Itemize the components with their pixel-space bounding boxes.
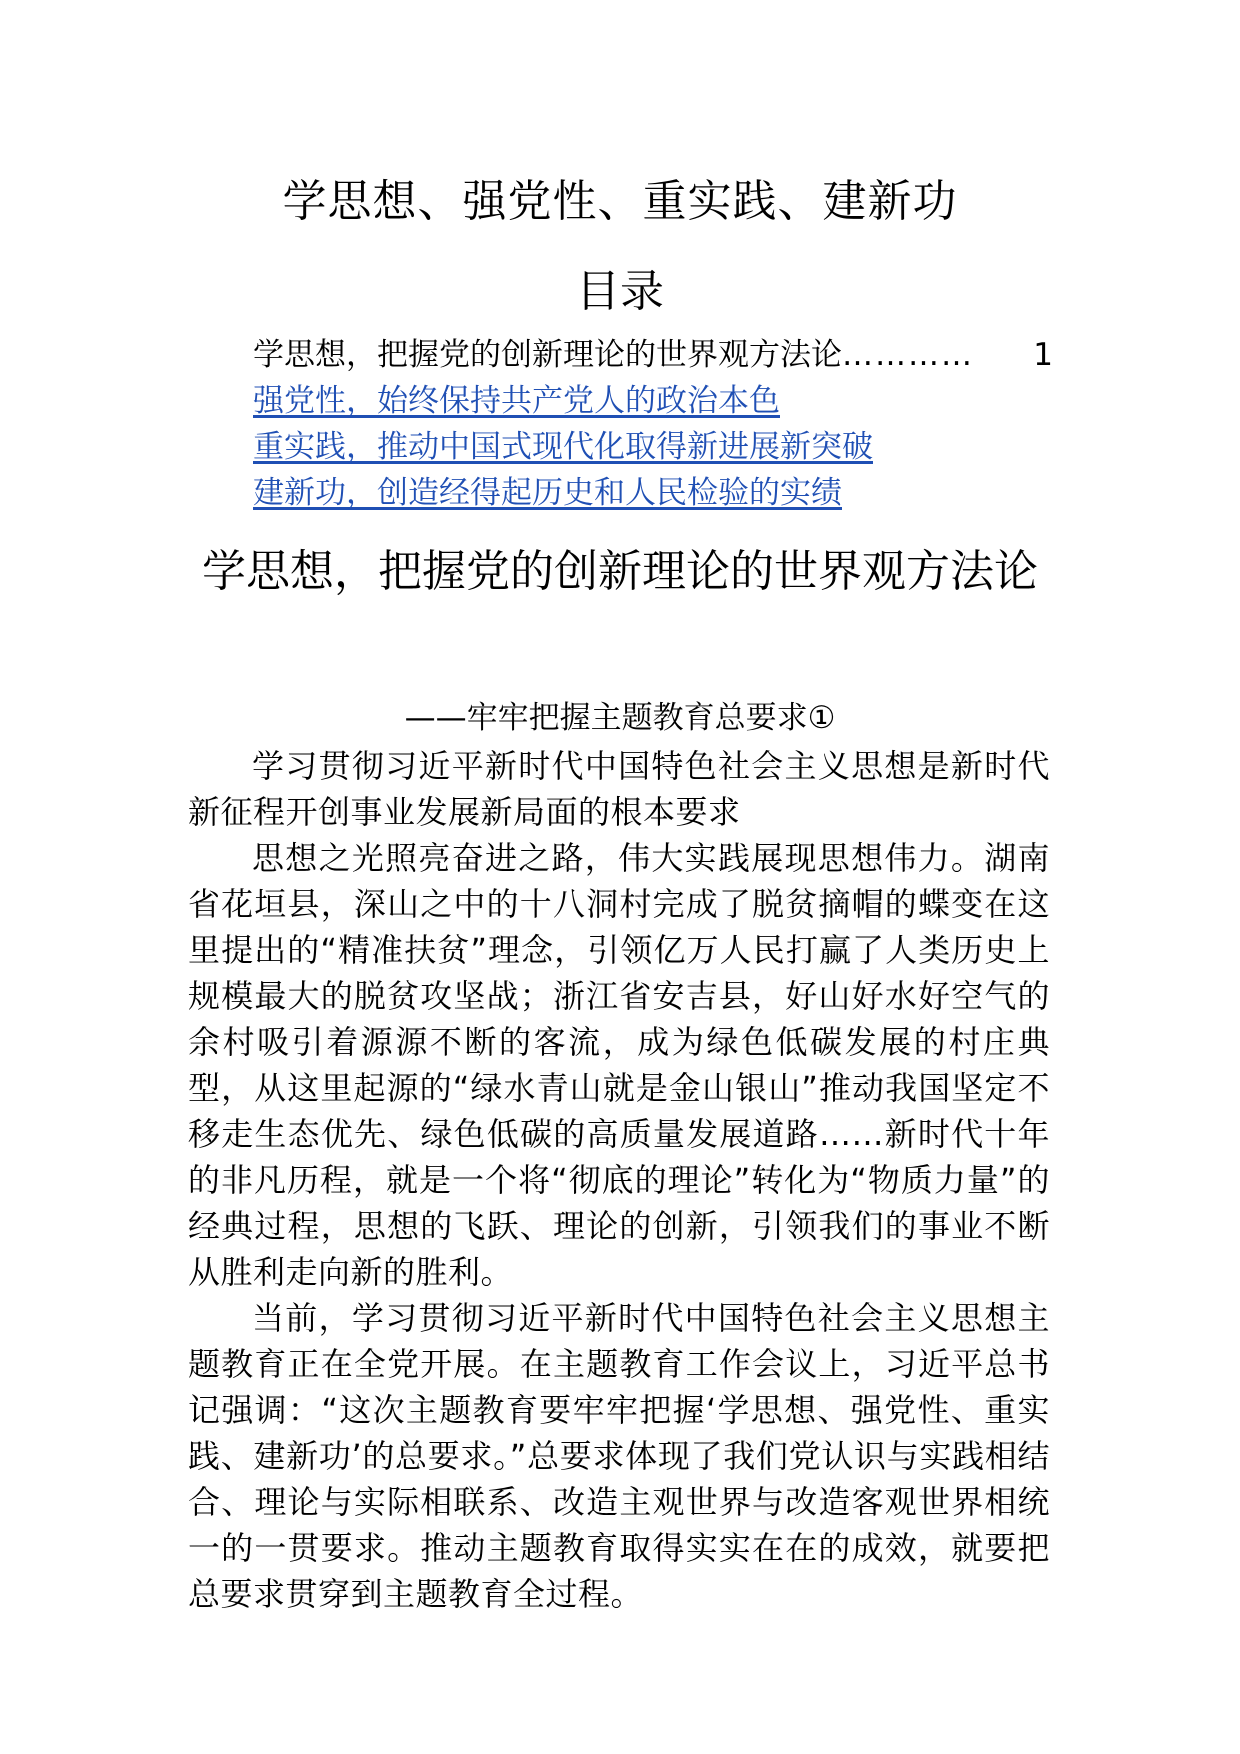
toc-entry-1[interactable] <box>253 332 1053 378</box>
toc-item[interactable] <box>253 424 1063 470</box>
toc-link-3[interactable]: 重实践，推动中国式现代化取得新进展新突破 <box>253 429 873 465</box>
toc-item[interactable] <box>253 470 1063 516</box>
paragraph: 当前，学习贯彻习近平新时代中国特色社会主义思想主题教育正在全党开展。在主题教育工作会议上，习近平总书记强调：“这次主题教育要牢牢把握‘学思想、强党性、重实践、建新功’的总要求。”总要求体现了我们党认识与实践相结合、理论与实际相联系、改造主观世界与改造客观世界相统一的一贯要求。推动主题教育取得实实在在的成效，就要把总要求贯穿到主题教育全过程。 <box>188 1299 1050 1613</box>
body-text <box>188 743 1050 1617</box>
table-of-contents <box>253 332 1063 516</box>
toc-item[interactable] <box>253 332 1063 378</box>
toc-link-4[interactable]: 建新功，创造经得起历史和人民检验的实绩 <box>253 475 842 511</box>
toc-leader-dots: ………… <box>842 337 974 373</box>
toc-entry-label: 学思想，把握党的创新理论的世界观方法论 <box>253 337 842 373</box>
toc-page-number: 1 <box>1033 337 1053 373</box>
paragraph: 思想之光照亮奋进之路，伟大实践展现思想伟力。湖南省花垣县，深山之中的十八洞村完成了脱贫摘帽的蝶变在这里提出的“精准扶贫”理念，引领亿万人民打赢了人类历史上规模最大的脱贫攻坚战；浙江省安吉县，好山好水好空气的余村吸引着源源不断的客流，成为绿色低碳发展的村庄典型，从这里起源的“绿水青山就是金山银山”推动我国坚定不移走生态优先、绿色低碳的高质量发展道路……新时代十年的非凡历程，就是一个将“彻底的理论”转化为“物质力量”的经典过程，思想的飞跃、理论的创新，引领我们的事业不断从胜利走向新的胜利。 <box>188 839 1050 1291</box>
toc-heading: 目录 <box>576 266 664 317</box>
toc-item[interactable] <box>253 378 1063 424</box>
paragraph: 学习贯彻习近平新时代中国特色社会主义思想是新时代新征程开创事业发展新局面的根本要求 <box>188 747 1050 831</box>
document-title: 学思想、强党性、重实践、建新功 <box>282 176 958 227</box>
section-title: 学思想，把握党的创新理论的世界观方法论 <box>202 546 1038 597</box>
toc-link-2[interactable]: 强党性，始终保持共产党人的政治本色 <box>253 383 780 419</box>
section-subtitle: ——牢牢把握主题教育总要求① <box>404 700 836 736</box>
